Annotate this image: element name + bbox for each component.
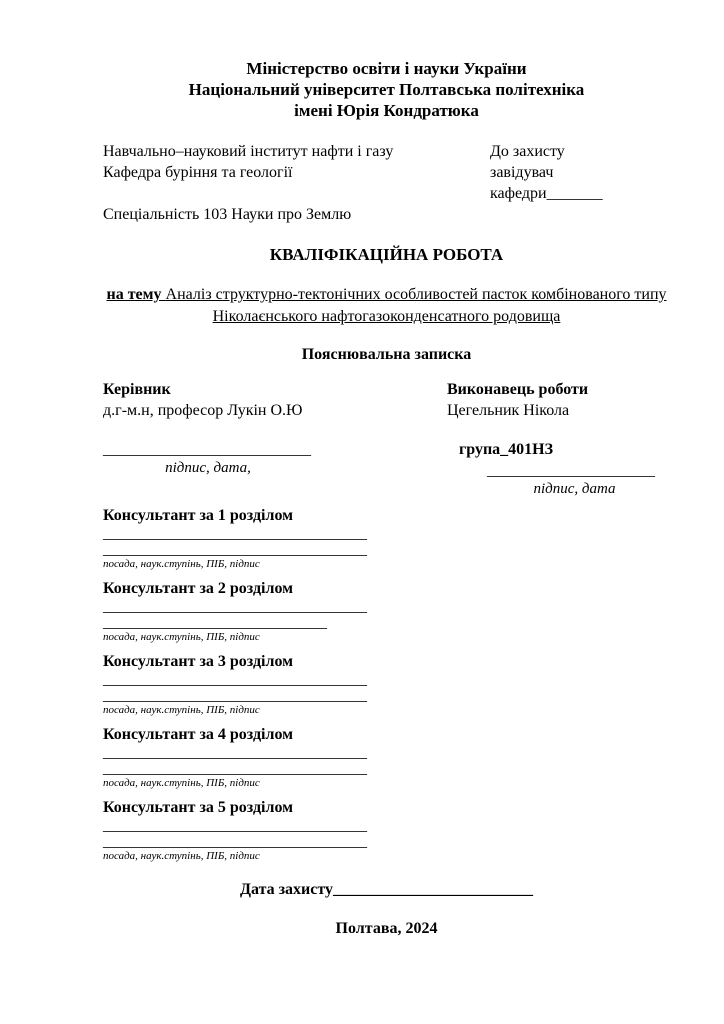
consultant-title: Консультант за 5 розділом [103,799,294,816]
approval-block [490,141,670,204]
executor-block [447,379,670,498]
ministry-line: Міністерство освіти і науки України [246,59,527,78]
consultant-caption: посада, наук.ступінь, ПІБ, підпис [103,777,260,789]
supervisor-signature-block [103,439,313,477]
document-header [103,58,670,121]
spacer [447,421,670,439]
institute-line: Навчально–науковий інститут нафти і газу [103,143,394,160]
institute-approval-row [103,141,670,204]
consultant-fill-line: _________________________________ [103,525,367,542]
consultant-fill-line: _________________________________ [103,541,367,558]
people-row [103,379,670,498]
executor-name: Цегельник Нікола [447,402,570,419]
approval-line-1: До захисту [490,143,565,160]
consultant-caption: посада, наук.ступінь, ПІБ, підпис [103,631,260,643]
university-line: Національний університет Полтавська політехніка [188,80,585,99]
supervisor-name: д.г-м.н, професор Лукін О.Ю [103,402,303,419]
executor-label: Виконавець роботи [447,381,589,398]
subtitle: Пояснювальна записка [301,346,472,363]
executor-signature-line: _____________________ [487,462,655,479]
consultant-block-2 [103,579,670,644]
consultant-fill-line: _________________________________ [103,671,367,688]
consultant-title: Консультант за 1 розділом [103,507,294,524]
approval-line-3: кафедри_______ [490,185,603,202]
supervisor-signature-line: __________________________ [103,441,311,458]
consultant-fill-line: _________________________________ [103,817,367,834]
executor-signature-block [487,460,662,498]
topic-label: на тему [106,286,162,303]
city-year-line: Полтава, 2024 [335,920,438,937]
institute-block [103,141,393,204]
consultant-caption: посада, наук.ступінь, ПІБ, підпис [103,850,260,862]
executor-signature-caption: підпис, дата [533,481,616,497]
department-line: Кафедра буріння та геології [103,164,293,181]
consultant-caption: посада, наук.ступінь, ПІБ, підпис [103,558,260,570]
university-name-line: імені Юрія Кондратюка [294,101,479,120]
specialty-line: Спеціальність 103 Науки про Землю [103,206,352,223]
work-title: КВАЛІФІКАЦІЙНА РОБОТА [269,245,504,264]
executor-group: група_401НЗ [459,441,554,458]
consultant-block-4 [103,725,670,790]
topic [103,284,670,328]
defense-date-line: Дата захисту_________________________ [239,881,534,898]
consultant-title: Консультант за 2 розділом [103,580,294,597]
consultant-fill-line: _________________________________ [103,598,367,615]
consultant-block-3 [103,652,670,717]
consultant-caption: посада, наук.ступінь, ПІБ, підпис [103,704,260,716]
consultant-fill-line: _________________________________ [103,687,367,704]
topic-text: Аналіз структурно-тектонічних особливостей пасток комбінованого типу Ніколаєнського нафтогазоконденсатного родовища [165,286,667,325]
consultant-fill-line: ____________________________ [103,614,327,631]
consultant-title: Консультант за 4 розділом [103,726,294,743]
supervisor-label: Керівник [103,381,171,398]
supervisor-signature-caption: підпис, дата, [165,460,251,476]
consultant-title: Консультант за 3 розділом [103,653,294,670]
consultant-fill-line: _________________________________ [103,744,367,761]
spacer [103,421,447,439]
approval-line-2: завідувач [490,164,554,181]
consultant-block-1 [103,506,670,571]
consultant-fill-line: _________________________________ [103,833,367,850]
consultant-block-5 [103,798,670,863]
consultant-fill-line: _________________________________ [103,760,367,777]
supervisor-block [103,379,447,498]
